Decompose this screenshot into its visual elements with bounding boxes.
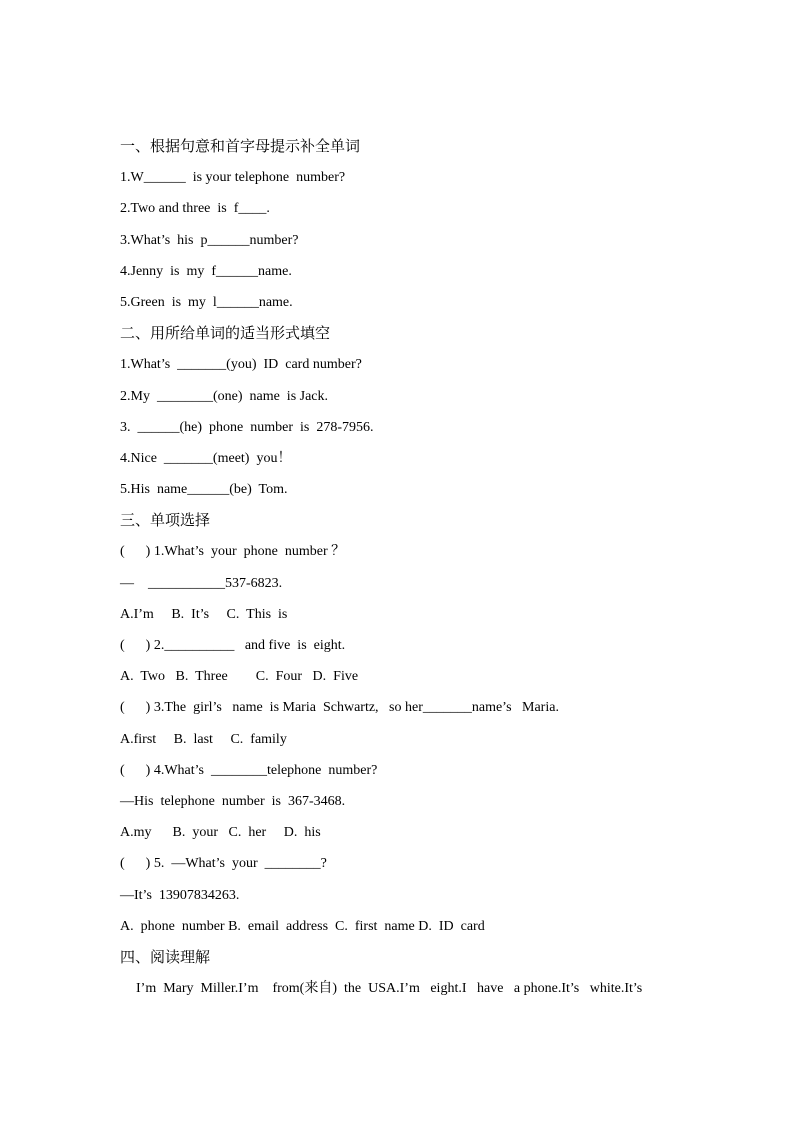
options-line: A.I’m B. It’s C. This is (120, 606, 288, 622)
question-line: 4.Nice _______(meet) you！ (120, 450, 292, 466)
options-line: A. Two B. Three C. Four D. Five (120, 669, 359, 685)
options-line: A. phone number B. email address C. first name D. ID card (120, 918, 485, 934)
question-line: ( ) 2.__________ and five is eight. (120, 638, 346, 653)
answer-line: —His telephone number is 367-3468. (120, 793, 346, 809)
section-4-heading: 四、阅读理解 (120, 947, 211, 966)
question-line: 1.What’s _______(you) ID card number? (120, 357, 362, 373)
section-3-heading: 三、单项选择 (120, 511, 211, 530)
reading-passage-line: I’m Mary Miller.I’m from(来自) the USA.I’m eight.I have a phone.It’s white.It’s (136, 981, 643, 997)
options-line: A.my B. your C. her D. his (120, 825, 321, 841)
question-line: ( ) 5. —What’s your ________? (120, 856, 327, 872)
answer-line: —It’s 13907834263. (120, 887, 240, 903)
question-line: ( ) 3.The girl’s name is Maria Schwartz, so her_______name’s Maria. (120, 700, 559, 716)
worksheet-page (120, 131, 720, 1004)
question-line: ( ) 4.What’s ________telephone number? (120, 762, 378, 778)
question-line: 5.His name______(be) Tom. (120, 482, 288, 498)
question-line: 4.Jenny is my f______name. (120, 263, 292, 279)
answer-line: — ___________537-6823. (120, 575, 283, 591)
question-line: 3. ______(he) phone number is 278-7956. (120, 419, 374, 435)
question-line: 5.Green is my l______name. (120, 294, 293, 310)
question-line: 2.My ________(one) name is Jack. (120, 388, 329, 404)
question-line: ( ) 1.What’s your phone number ？ (120, 544, 346, 560)
question-line: 1.W______ is your telephone number? (120, 170, 346, 186)
question-line: 3.What’s his p______number? (120, 232, 299, 248)
section-2-heading: 二、用所给单词的适当形式填空 (120, 324, 331, 343)
options-line: A.first B. last C. family (120, 731, 287, 747)
question-line: 2.Two and three is f____. (120, 201, 270, 217)
section-1-heading: 一、根据句意和首字母提示补全单词 (120, 137, 361, 155)
